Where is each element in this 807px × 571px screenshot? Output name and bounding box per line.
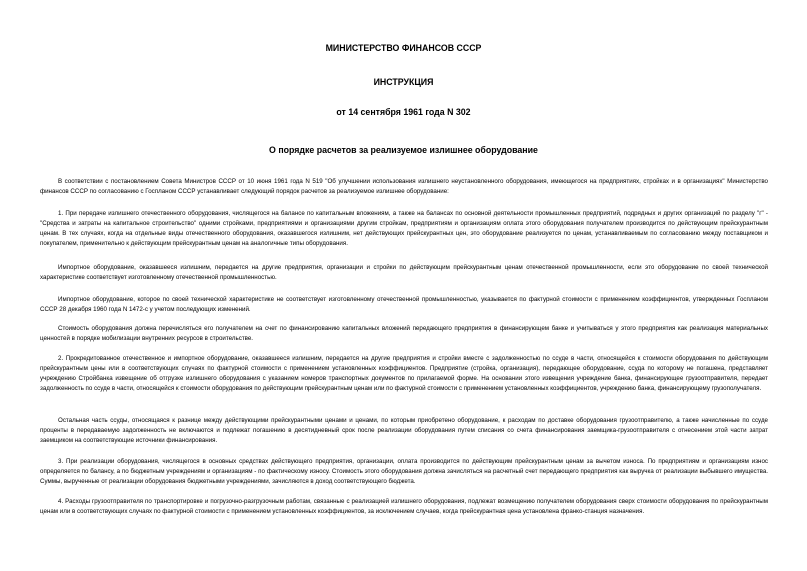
paragraph-1-imported: Импортное оборудование, оказавшееся излишним, передается на другие предприятия, организации и стройки по действующим прейскурантным ценам отечественной промышленности, если это оборудование по своей технической характеристике соответствует изготовленному отечественной промышленностью. xyxy=(40,264,768,281)
paragraph-1-imported-invoice: Импортное оборудование, которое по своей технической характеристике не соответствует изготовленному отечественной промышленностью, указывается по фактурной стоимости с применением коэффициентов, утвержденных Госпланом СССР 28 декабря 1960 года N 1472-с у учетом последующих изменений. xyxy=(40,296,768,313)
paragraph-preamble: В соответствии с постановлением Совета Министров СССР от 10 июня 1961 года N 519 "Об улучшении использования излишнего неустановленного оборудования, имеющегося на предприятиях, стройках и в организациях" Министерство финансов СССР по согласованию с Госпланом СССР устанавливает следующий порядок расчетов за реализуемое излишнее оборудование: xyxy=(40,178,768,195)
paragraph-4: 4. Расходы грузоотправителя по транспортировке и погрузочно-разгрузочным работам, связанные с реализацией излишнего оборудования, подлежат возмещению получателем оборудования сверх стоимости оборудования по прейскурантным ценам или в соответствующих случаях по фактурной стоимости с применением установленных коэффициентов, за исключением случаев, когда прейскурантная цена установлена франко-станция назначения. xyxy=(40,498,768,515)
document-subject-heading: О порядке расчетов за реализуемое излишнее оборудование xyxy=(269,145,538,155)
paragraph-1-payment: Стоимость оборудования должна перечисляться его получателем на счет по финансированию капитальных вложений передающего предприятия в финансирующем банке и учитываться у этого предприятия как реализация материальных ценностей в порядке мобилизации внутренних ресурсов в строительстве. xyxy=(40,325,768,342)
paragraph-3: 3. При реализации оборудования, числящегося в основных средствах действующего предприятия, организации, оплата производится по действующим прейскурантным ценам за вычетом износа. По предприятиям и организациям износ определяется по балансу, а по бюджетным учреждениям и организациям - по фактическому износу. Стоимость этого оборудования должна зачисляться на расчетный счет передающего предприятия как выручка от реализации выбывшего имущества. Суммы, вырученные от реализации оборудования бюджетными учреждениями, зачисляются в доход соответствующего бюджета. xyxy=(40,458,768,485)
document-date-heading: от 14 сентября 1961 года N 302 xyxy=(336,107,471,117)
document-type-heading: ИНСТРУКЦИЯ xyxy=(373,77,434,87)
paragraph-2: 2. Прокредитованное отечественное и импортное оборудование, оказавшееся излишним, передается на другие предприятия и стройки вместе с задолженностью по ссуде в части, относящейся к стоимости оборудования по действующим прейскурантным цены или в соответствующих случаях по фактурной стоимости с применением установленных коэффициентов. Предприятие (стройка, организация), передающее оборудование, ссуда по которому не погашена, представляет учреждению Стройбанка извещение об отгрузке излишнего оборудования с указанием номеров транспортных документов по прилагаемой форме. На основании этого извещения учреждение банка, финансирующее грузоотправителя, передает задолженность по ссуде в части, относящейся к стоимости оборудования по действующим прейскурантным ценам или по фактурной стоимости с применением установленных коэффициентов, учреждению банка, финансирующему грузополучателя. xyxy=(40,355,768,392)
issuer-heading: МИНИСТЕРСТВО ФИНАНСОВ СССР xyxy=(325,43,482,53)
paragraph-2-remaining-loan: Остальная часть ссуды, относящаяся к разнице между действующими прейскурантными ценами и ценами, по которым приобретено оборудование, к расходам по доставке оборудования грузоотправителю, а также начисленные по ссуде проценты в передаваемую задолженность не включаются и подлежат погашению в десятидневный срок после реализации оборудования путем списания со счета финансирования заемщика-грузоотправителя с отнесением этой части затрат заемщиком на соответствующие источники финансирования. xyxy=(40,417,768,444)
paragraph-1: 1. При передаче излишнего отечественного оборудования, числящегося на балансе по капитальным вложениям, а также на балансах по основной деятельности промышленных предприятий, подрядных и других организаций по разделу "г" - "Средства и затраты на капитальное строительство" одними стройками, предприятиями и организациями другим стройкам, предприятиям и организациям оплата этого оборудования получателем производится по действующим прейскурантным ценам. В тех случаях, когда на отдельные виды отечественного оборудования, оказавшегося излишним, нет действующих прейскурантных цен, это оборудование реализуется по ценам, устанавливаемым по согласованию между поставщиком и покупателем, применительно к действующим прейскурантным ценам на аналогичные типы оборудования. xyxy=(40,210,768,247)
